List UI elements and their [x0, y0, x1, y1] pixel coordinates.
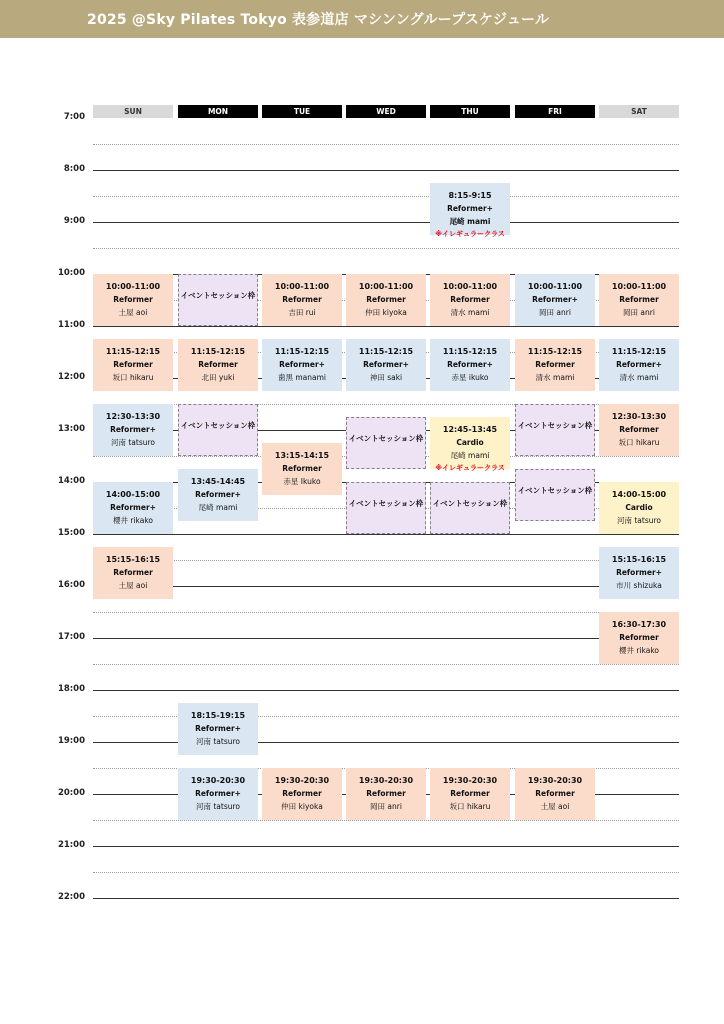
class-teacher: 岡田 anri — [370, 802, 402, 811]
class-block[interactable] — [346, 768, 426, 820]
class-teacher: 坂口 hikaru — [112, 373, 154, 382]
class-block[interactable] — [430, 274, 510, 326]
class-teacher: 櫻井 rikako — [112, 516, 154, 525]
hour-line — [93, 170, 679, 171]
class-block[interactable] — [178, 339, 258, 391]
class-teacher: 吉田 rui — [288, 308, 316, 317]
time-label: 22:00 — [57, 892, 85, 902]
class-block[interactable] — [430, 768, 510, 820]
class-block[interactable] — [262, 768, 342, 820]
class-type: Reformer+ — [195, 490, 241, 499]
day-header-sun: SUN — [93, 105, 173, 118]
class-type: Reformer — [198, 360, 238, 369]
event-session-block[interactable] — [346, 482, 426, 534]
class-block[interactable] — [515, 768, 595, 820]
class-teacher: 河南 tatsuro — [195, 737, 241, 746]
half-hour-line — [93, 196, 679, 197]
class-time: 13:15-14:15 — [274, 451, 330, 460]
class-type: Reformer — [113, 360, 153, 369]
class-time: 15:15-16:15 — [611, 555, 667, 564]
hour-line — [93, 586, 679, 587]
irregular-class-note: ※イレギュラークラス — [435, 464, 505, 472]
half-hour-line — [93, 872, 679, 873]
class-time: 8:15-9:15 — [448, 191, 492, 200]
class-block[interactable] — [262, 339, 342, 391]
class-block[interactable] — [515, 339, 595, 391]
half-hour-line — [93, 248, 679, 249]
class-block[interactable] — [599, 274, 679, 326]
class-type: Reformer+ — [363, 360, 409, 369]
class-type: Reformer+ — [110, 425, 156, 434]
class-type: Reformer+ — [195, 724, 241, 733]
class-time: 19:30-20:30 — [442, 776, 498, 785]
class-time: 11:15-12:15 — [442, 347, 498, 356]
event-session-block[interactable] — [346, 417, 426, 469]
event-session-label: イベントセッション枠 — [180, 421, 256, 430]
class-type: Reformer+ — [110, 503, 156, 512]
class-time: 10:00-11:00 — [442, 282, 498, 291]
class-teacher: 河南 tatsuro — [110, 438, 156, 447]
time-label: 9:00 — [63, 216, 85, 226]
half-hour-line — [93, 820, 679, 821]
time-label: 21:00 — [57, 840, 85, 850]
class-block[interactable] — [430, 183, 510, 238]
half-hour-line — [93, 664, 679, 665]
class-teacher: 仲田 kiyoka — [281, 802, 323, 811]
class-block[interactable] — [93, 482, 173, 534]
class-block[interactable] — [178, 703, 258, 755]
class-block[interactable] — [515, 274, 595, 326]
class-teacher: 岡田 anri — [539, 308, 571, 317]
class-type: Reformer+ — [447, 204, 493, 213]
class-teacher: 仲田 kiyoka — [365, 308, 407, 317]
class-teacher: 坂口 hikaru — [618, 438, 660, 447]
class-teacher: 土屋 aoi — [118, 308, 148, 317]
class-type: Reformer — [282, 789, 322, 798]
class-time: 12:30-13:30 — [611, 412, 667, 421]
event-session-label: イベントセッション枠 — [180, 291, 256, 300]
class-time: 11:15-12:15 — [190, 347, 246, 356]
class-teacher: 河南 tatsuro — [616, 516, 662, 525]
class-block[interactable] — [93, 339, 173, 391]
event-session-label: イベントセッション枠 — [517, 486, 593, 495]
class-time: 14:00-15:00 — [611, 490, 667, 499]
class-type: Reformer — [619, 425, 659, 434]
class-time: 11:15-12:15 — [611, 347, 667, 356]
class-teacher: 土屋 aoi — [118, 581, 148, 590]
class-block[interactable] — [346, 339, 426, 391]
time-label: 14:00 — [57, 476, 85, 486]
class-time: 19:30-20:30 — [190, 776, 246, 785]
hour-line — [93, 534, 679, 535]
class-type: Reformer — [282, 295, 322, 304]
event-session-label: イベントセッション枠 — [348, 499, 424, 508]
half-hour-line — [93, 612, 679, 613]
class-teacher: 土屋 aoi — [540, 802, 570, 811]
class-block[interactable] — [93, 547, 173, 599]
class-block[interactable] — [599, 404, 679, 456]
class-type: Reformer — [450, 295, 490, 304]
class-type: Reformer — [113, 295, 153, 304]
class-time: 12:30-13:30 — [105, 412, 161, 421]
class-block[interactable] — [599, 547, 679, 599]
class-type: Reformer+ — [447, 360, 493, 369]
day-header-sat: SAT — [599, 105, 679, 118]
class-type: Reformer — [366, 789, 406, 798]
time-label: 13:00 — [57, 424, 85, 434]
half-hour-line — [93, 560, 679, 561]
class-teacher: 北田 yuki — [201, 373, 235, 382]
class-time: 10:00-11:00 — [358, 282, 414, 291]
class-teacher: 岡田 anri — [623, 308, 655, 317]
class-block[interactable] — [430, 339, 510, 391]
class-type: Reformer — [366, 295, 406, 304]
day-header-thu: THU — [430, 105, 510, 118]
time-label: 17:00 — [57, 632, 85, 642]
class-type: Cardio — [456, 438, 484, 447]
event-session-block[interactable] — [178, 274, 258, 326]
day-header-fri: FRI — [515, 105, 595, 118]
day-header-wed: WED — [346, 105, 426, 118]
class-time: 12:45-13:45 — [442, 425, 498, 434]
class-type: Reformer — [619, 295, 659, 304]
class-time: 16:30-17:30 — [611, 620, 667, 629]
day-header-tue: TUE — [262, 105, 342, 118]
class-time: 11:15-12:15 — [274, 347, 330, 356]
page-title: 2025 @Sky Pilates Tokyo 表参道店 マシンングループスケジュール — [87, 12, 550, 28]
hour-line — [93, 898, 679, 899]
class-time: 10:00-11:00 — [527, 282, 583, 291]
class-time: 11:15-12:15 — [358, 347, 414, 356]
event-session-block[interactable] — [430, 482, 510, 534]
class-teacher: 歯黒 manami — [277, 373, 327, 382]
half-hour-line — [93, 144, 679, 145]
time-label: 15:00 — [57, 528, 85, 538]
time-label: 8:00 — [63, 164, 85, 174]
class-time: 11:15-12:15 — [527, 347, 583, 356]
class-block[interactable] — [346, 274, 426, 326]
class-block[interactable] — [178, 469, 258, 521]
class-time: 11:15-12:15 — [105, 347, 161, 356]
hour-line — [93, 690, 679, 691]
class-type: Reformer+ — [616, 360, 662, 369]
class-time: 14:00-15:00 — [105, 490, 161, 499]
class-teacher: 清水 mami — [619, 373, 659, 382]
class-teacher: 赤星 ikuko — [451, 373, 489, 382]
class-type: Cardio — [625, 503, 653, 512]
class-type: Reformer+ — [616, 568, 662, 577]
class-time: 19:30-20:30 — [358, 776, 414, 785]
event-session-label: イベントセッション枠 — [348, 434, 424, 443]
class-type: Reformer — [113, 568, 153, 577]
class-teacher: 尾崎 mami — [450, 451, 490, 460]
class-teacher: 櫻井 rikako — [618, 646, 660, 655]
class-time: 10:00-11:00 — [611, 282, 667, 291]
class-block[interactable] — [93, 404, 173, 456]
time-label: 19:00 — [57, 736, 85, 746]
time-label: 11:00 — [57, 320, 85, 330]
class-teacher: 坂口 hikaru — [449, 802, 491, 811]
class-type: Reformer — [535, 360, 575, 369]
class-time: 19:30-20:30 — [527, 776, 583, 785]
class-type: Reformer+ — [279, 360, 325, 369]
class-block[interactable] — [262, 443, 342, 495]
class-type: Reformer — [282, 464, 322, 473]
class-time: 13:45-14:45 — [190, 477, 246, 486]
class-type: Reformer+ — [195, 789, 241, 798]
class-time: 10:00-11:00 — [105, 282, 161, 291]
time-label: 16:00 — [57, 580, 85, 590]
time-label: 12:00 — [57, 372, 85, 382]
class-block[interactable] — [599, 482, 679, 534]
class-type: Reformer — [619, 633, 659, 642]
class-block[interactable] — [599, 339, 679, 391]
class-time: 10:00-11:00 — [274, 282, 330, 291]
class-block[interactable] — [93, 274, 173, 326]
hour-line — [93, 222, 679, 223]
event-session-block[interactable] — [515, 469, 595, 521]
class-teacher: 清水 mami — [535, 373, 575, 382]
event-session-label: イベントセッション枠 — [432, 499, 508, 508]
class-time: 18:15-19:15 — [190, 711, 246, 720]
class-teacher: 河南 tatsuro — [195, 802, 241, 811]
class-time: 19:30-20:30 — [274, 776, 330, 785]
class-type: Reformer — [450, 789, 490, 798]
class-block[interactable] — [599, 612, 679, 664]
event-session-block[interactable] — [515, 404, 595, 456]
time-label: 7:00 — [63, 112, 85, 122]
class-type: Reformer — [535, 789, 575, 798]
hour-line — [93, 326, 679, 327]
irregular-class-note: ※イレギュラークラス — [435, 230, 505, 238]
time-label: 18:00 — [57, 684, 85, 694]
class-teacher: 市川 shizuka — [616, 581, 662, 590]
class-type: Reformer+ — [532, 295, 578, 304]
hour-line — [93, 638, 679, 639]
class-teacher: 清水 mami — [450, 308, 490, 317]
class-teacher: 神田 saki — [369, 373, 403, 382]
time-label: 20:00 — [57, 788, 85, 798]
class-block[interactable] — [430, 417, 510, 472]
class-teacher: 赤星 Ikuko — [283, 477, 321, 486]
day-header-mon: MON — [178, 105, 258, 118]
class-teacher: 尾崎 mami — [449, 217, 491, 226]
event-session-block[interactable] — [178, 404, 258, 456]
time-label: 10:00 — [57, 268, 85, 278]
class-time: 15:15-16:15 — [105, 555, 161, 564]
class-block[interactable] — [262, 274, 342, 326]
class-block[interactable] — [178, 768, 258, 820]
class-teacher: 尾崎 mami — [198, 503, 238, 512]
hour-line — [93, 846, 679, 847]
event-session-label: イベントセッション枠 — [517, 421, 593, 430]
